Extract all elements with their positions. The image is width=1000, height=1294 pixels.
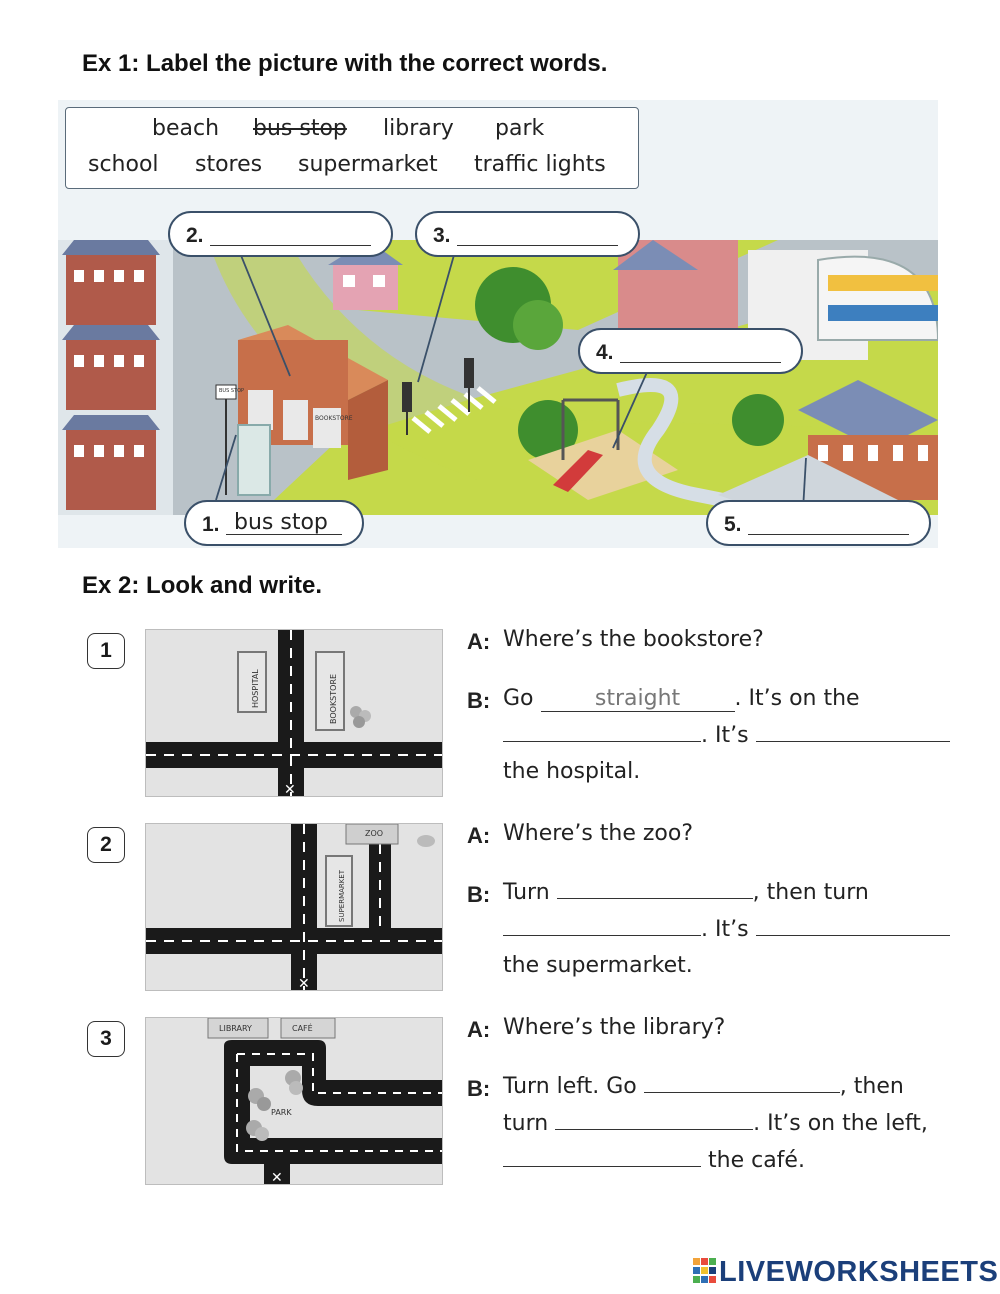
item-1-line1-post: . It’s on the xyxy=(734,686,860,711)
item-1-answer-line-2 xyxy=(503,723,950,748)
label-2-bubble xyxy=(168,211,393,257)
item-3-line1-pre: Turn left. Go xyxy=(503,1074,637,1099)
item-3-blank-1[interactable] xyxy=(644,1075,840,1093)
liveworksheets-brand-text: LIVEWORKSHEETS xyxy=(719,1256,999,1288)
item-2-number: 2 xyxy=(87,827,125,863)
item-2-line1-post: , then turn xyxy=(752,880,869,905)
label-5-bubble xyxy=(706,500,931,546)
item-2-map xyxy=(145,823,443,991)
start-x-marker-1: ✕ xyxy=(284,782,296,798)
label-1-bubble xyxy=(184,500,364,546)
label-4-input-line[interactable] xyxy=(620,362,781,363)
item-3-line2-post: . It’s on the left, xyxy=(753,1111,928,1136)
label-2-input-line[interactable] xyxy=(210,245,371,246)
item-2-answer-line-1 xyxy=(503,880,869,905)
word-bus-stop: bus stop xyxy=(253,116,347,141)
zoo-map-label: ZOO xyxy=(365,829,384,838)
label-3-input-line[interactable] xyxy=(457,245,618,246)
bus-stop-sign-text: BUS STOP xyxy=(219,388,245,394)
item-3-number: 3 xyxy=(87,1021,125,1057)
item-2-question: Where’s the zoo? xyxy=(503,821,694,846)
item-3-answer-line-2 xyxy=(503,1111,928,1136)
item-3-answer-line-3 xyxy=(503,1148,805,1173)
item-2-answer-line-2 xyxy=(503,917,950,942)
item-2-line2-post: . It’s xyxy=(701,917,749,942)
item-1-line1-pre: Go xyxy=(503,686,534,711)
ex1-heading: Ex 1: Label the picture with the correct words. xyxy=(82,50,608,77)
item-3-line2-pre: turn xyxy=(503,1111,549,1136)
bookstore-map-label: BOOKSTORE xyxy=(329,673,338,724)
word-stores: stores xyxy=(195,152,263,177)
label-5-number: 5. xyxy=(724,513,742,536)
item-2-blank-3[interactable] xyxy=(756,918,950,936)
supermarket-map-label: SUPERMARKET xyxy=(338,869,346,922)
item-1-blank-3[interactable] xyxy=(756,724,950,742)
park-map-label: PARK xyxy=(271,1108,292,1117)
item-3-question: Where’s the library? xyxy=(503,1015,726,1040)
item-2-line3: the supermarket. xyxy=(503,953,693,978)
word-beach: beach xyxy=(152,116,220,141)
cafe-map-label: CAFÉ xyxy=(292,1024,313,1033)
bookstore-sign-text: BOOKSTORE xyxy=(315,415,353,422)
item-3-answer-line-1 xyxy=(503,1074,904,1099)
start-x-marker-3: ✕ xyxy=(271,1170,283,1186)
ex2-heading: Ex 2: Look and write. xyxy=(82,572,323,599)
item-1-blank-2[interactable] xyxy=(503,724,701,742)
liveworksheets-logo-icon xyxy=(693,1258,717,1284)
item-1-line3: the hospital. xyxy=(503,759,641,784)
word-library: library xyxy=(383,116,454,141)
item-2-blank-1[interactable] xyxy=(557,881,753,899)
item-1-map xyxy=(145,629,443,797)
label-2-number: 2. xyxy=(186,224,204,247)
label-5-input-line[interactable] xyxy=(748,534,909,535)
word-supermarket: supermarket xyxy=(298,152,438,177)
label-3-bubble xyxy=(415,211,640,257)
word-traffic-lights: traffic lights xyxy=(474,152,606,177)
item-3-line1-post: , then xyxy=(839,1074,904,1099)
label-4-number: 4. xyxy=(596,341,614,364)
item-3-blank-2[interactable] xyxy=(555,1112,753,1130)
label-4-bubble xyxy=(578,328,803,374)
item-3-a-label: A: xyxy=(467,1017,491,1042)
item-1-a-label: A: xyxy=(467,629,491,654)
item-2-line1-pre: Turn xyxy=(503,880,550,905)
word-school: school xyxy=(88,152,159,177)
item-2-a-label: A: xyxy=(467,823,491,848)
item-2-blank-2[interactable] xyxy=(503,918,701,936)
word-park: park xyxy=(495,116,545,141)
item-1-b-label: B: xyxy=(467,688,491,713)
library-map-label: LIBRARY xyxy=(219,1024,252,1033)
item-3-line3-post: the café. xyxy=(708,1148,805,1173)
item-3-map xyxy=(145,1017,443,1185)
label-1-number: 1. xyxy=(202,513,220,536)
item-3-blank-3[interactable] xyxy=(503,1149,701,1167)
hospital-map-label: HOSPITAL xyxy=(251,669,260,708)
item-1-blank-1[interactable]: straight xyxy=(541,686,735,712)
item-1-answer-line-1 xyxy=(503,686,860,712)
item-1-line2-post: . It’s xyxy=(701,723,749,748)
item-2-b-label: B: xyxy=(467,882,491,907)
label-3-number: 3. xyxy=(433,224,451,247)
item-3-b-label: B: xyxy=(467,1076,491,1101)
item-1-number: 1 xyxy=(87,633,125,669)
start-x-marker-2: ✕ xyxy=(298,976,310,992)
label-1-answer: bus stop xyxy=(234,510,328,535)
item-1-question: Where’s the bookstore? xyxy=(503,627,764,652)
word-bank xyxy=(65,107,639,189)
